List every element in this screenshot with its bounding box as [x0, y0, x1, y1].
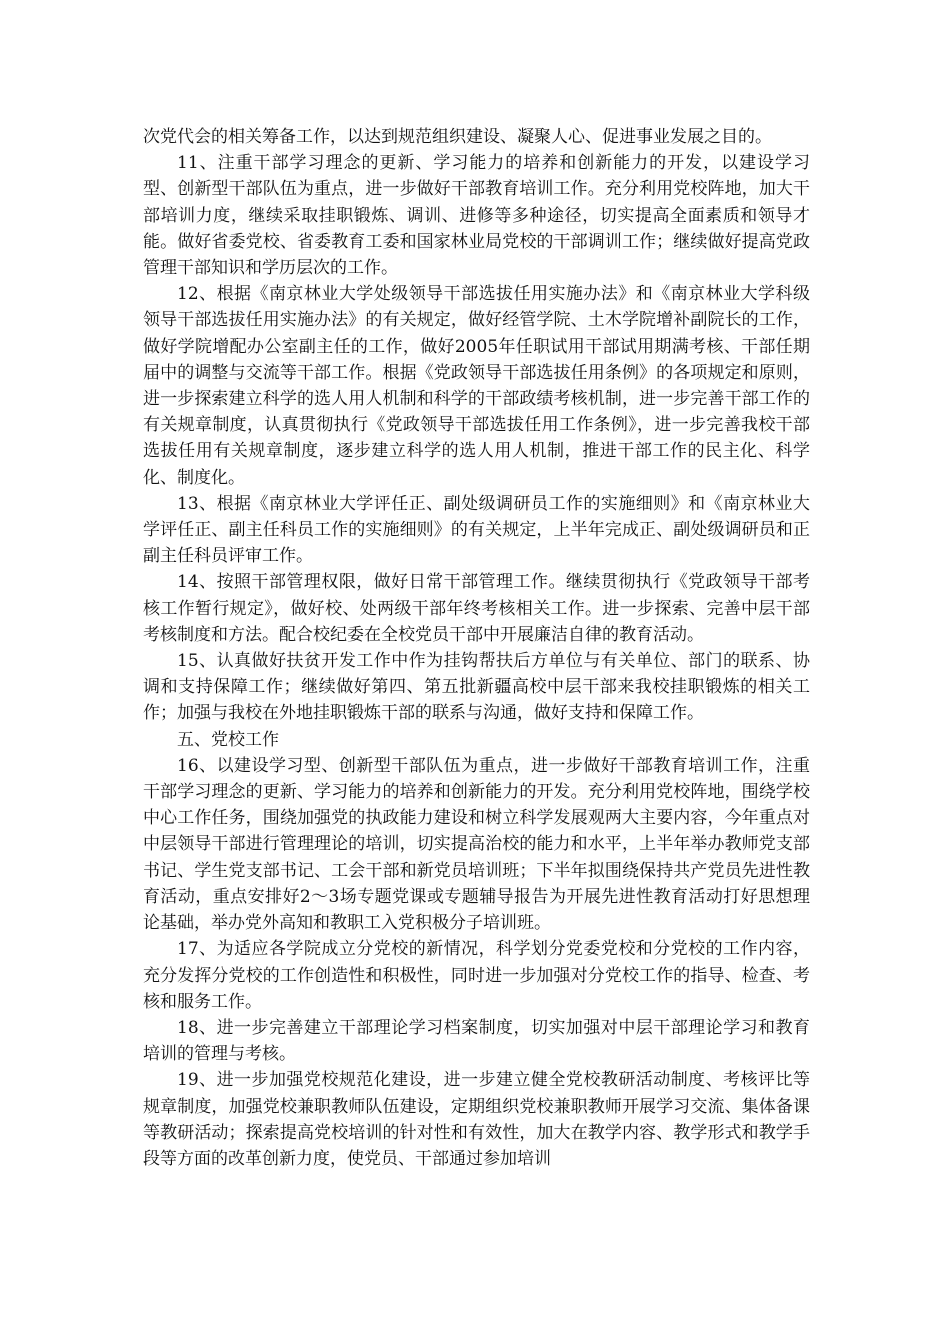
paragraph-item-11: 11、注重干部学习理念的更新、学习能力的培养和创新能力的开发，以建设学习型、创新型干部队伍为重点，进一步做好干部教育培训工作。充分利用党校阵地，加大干部培训力度，继续采取挂职锻炼、调训、进修等多种途径，切实提高全面素质和领导才能。做好省委党校、省委教育工委和国家林业局党校的干部调训工作；继续做好提高党政管理干部知识和学历层次的工作。 [143, 153, 810, 279]
paragraph-item-17: 17、为适应各学院成立分党校的新情况，科学划分党委党校和分党校的工作内容，充分发挥分党校的工作创造性和积极性，同时进一步加强对分党校工作的指导、检查、考核和服务工作。 [143, 939, 810, 1012]
document-page [143, 124, 810, 1172]
paragraph-continuation: 次党代会的相关筹备工作，以达到规范组织建设、凝聚人心、促进事业发展之目的。 [143, 127, 772, 147]
paragraph-item-13: 13、根据《南京林业大学评任正、副处级调研员工作的实施细则》和《南京林业大学评任正、副主任科员工作的实施细则》的有关规定，上半年完成正、副处级调研员和正副主任科员评审工作。 [143, 493, 810, 567]
paragraph-item-19: 19、进一步加强党校规范化建设，进一步建立健全党校教研活动制度、考核评比等规章制度，加强党校兼职教师队伍建设，定期组织党校兼职教师开展学习交流、集体备课等教研活动；探索提高党校培训的针对性和有效性，加大在教学内容、教学形式和教学手段等方面的改革创新力度，使党员、干部通过参加培训 [143, 1070, 810, 1169]
paragraph-item-16: 16、以建设学习型、创新型干部队伍为重点，进一步做好干部教育培训工作，注重干部学习理念的更新、学习能力的培养和创新能力的开发。充分利用党校阵地，围绕学校中心工作任务，围绕加强党的执政能力建设和树立科学发展观两大主要内容，今年重点对中层领导干部进行管理理论的培训，切实提高治校的能力和水平，上半年举办教师党支部书记、学生党支部书记、工会干部和新党员培训班；下半年拟围绕保持共产党员先进性教育活动，重点安排好2～3场专题党课或专题辅导报告为开展先进性教育活动打好思想理论基础，举办党外高知和教职工入党积极分子培训班。 [143, 755, 810, 934]
paragraph-item-14: 14、按照干部管理权限，做好日常干部管理工作。继续贯彻执行《党政领导干部考核工作暂行规定》，做好校、处两级干部年终考核相关工作。进一步探索、完善中层干部考核制度和方法。配合校纪委在全校党员干部中开展廉洁自律的教育活动。 [143, 572, 810, 645]
paragraph-item-15: 15、认真做好扶贫开发工作中作为挂钩帮扶后方单位与有关单位、部门的联系、协调和支持保障工作；继续做好第四、第五批新疆高校中层干部来我校挂职锻炼的相关工作；加强与我校在外地挂职锻炼干部的联系与沟通，做好支持和保障工作。 [143, 651, 810, 724]
section-heading-party-school: 五、党校工作 [177, 729, 279, 750]
paragraph-item-12: 12、根据《南京林业大学处级领导干部选拔任用实施办法》和《南京林业大学科级领导干部选拔任用实施办法》的有关规定，做好经管学院、土木学院增补副院长的工作，做好学院增配办公室副主任的工作，做好2005年任职试用干部试用期满考核、干部任期届中的调整与交流等干部工作。根据《党政领导干部选拔任用条例》的各项规定和原则，进一步探索建立科学的选人用人机制和科学的干部政绩考核机制，进一步完善干部工作的有关规章制度，认真贯彻执行《党政领导干部选拔任用工作条例》，进一步完善我校干部选拔任用有关规章制度，逐步建立科学的选人用人机制，推进干部工作的民主化、科学化、制度化。 [143, 284, 810, 488]
paragraph-item-18: 18、进一步完善建立干部理论学习档案制度，切实加强对中层干部理论学习和教育培训的管理与考核。 [143, 1017, 810, 1065]
